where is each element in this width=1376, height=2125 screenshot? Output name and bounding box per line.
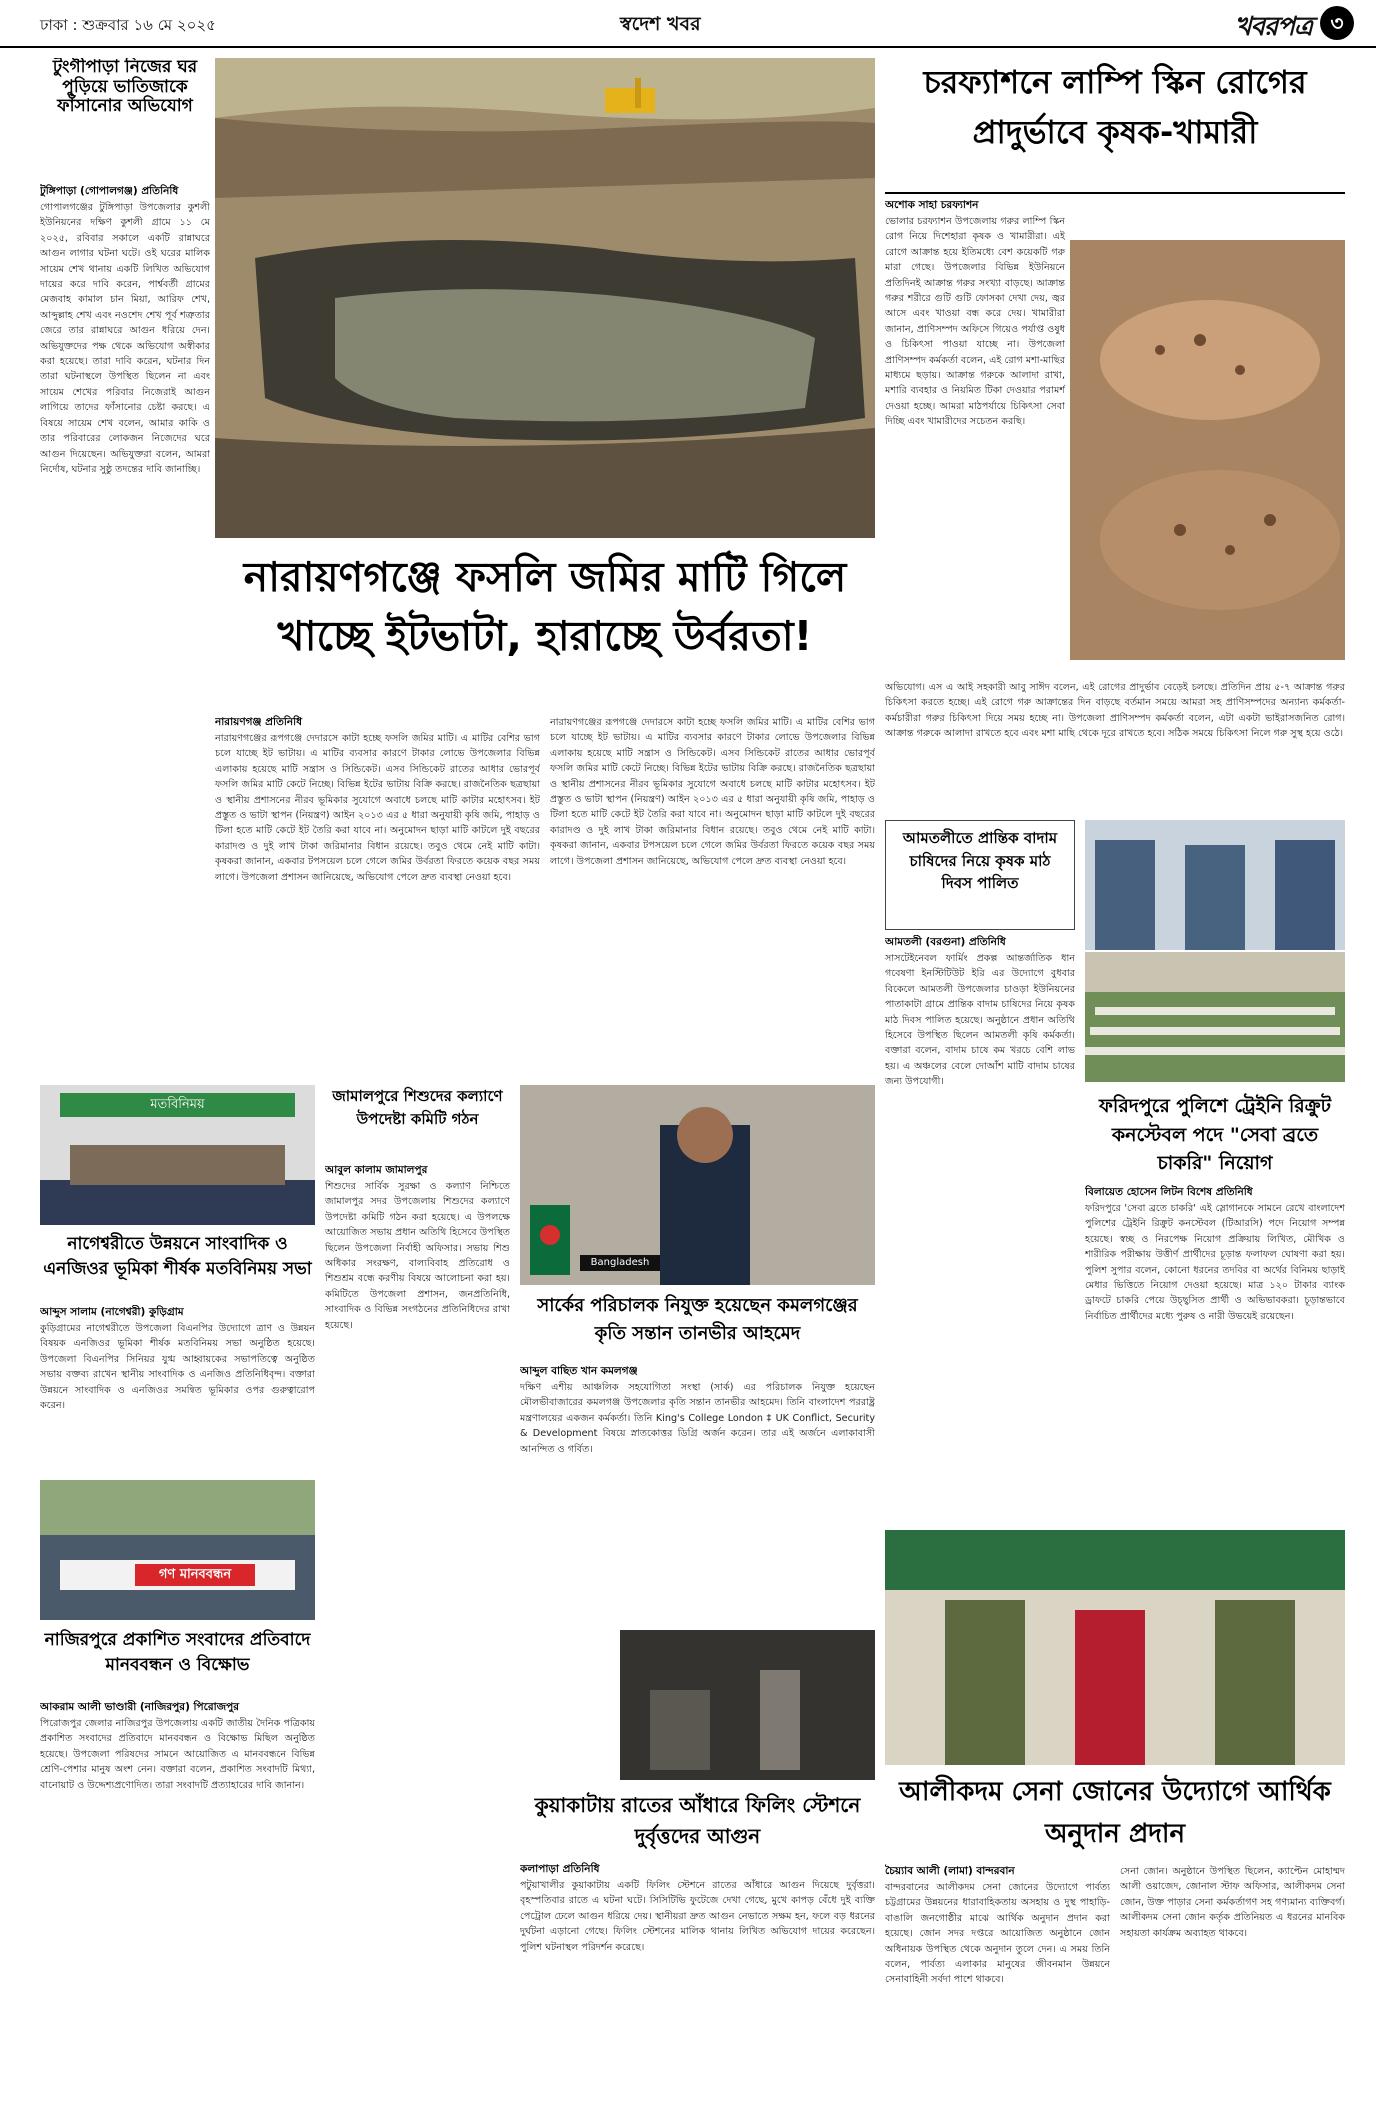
amtali-body: সাসটেইনেবল ফার্মিং প্রকল্প আন্তর্জাতিক ধান গবেষণা ইনস্টিটিউট ইরি এর উদ্যোগে বুধবার বিকেলে আমতলী উপজেলার চাওড়া ইউনিয়নের পাতাকাটা গ্রামে প্রান্তিক বাদাম চাষিদের নিয়ে কৃষক মাঠ দিবস পালিত হয়েছে। অনুষ্ঠানে প্রধান অতিথি হিসেবে উপস্থিত ছিলেন আমতলী কৃষি কর্মকর্তা। বক্তারা বলেন, বাদাম চাষে কম খরচে বেশি লাভ হয়। এ অঞ্চলের বেলে দোআঁশ মাটি বাদাম চাষের জন্য উপযোগী।: [885, 953, 1075, 1088]
recruits-photo: [1085, 952, 1345, 1082]
narayanganj-body-col2: নারায়ণগঞ্জের রূপগঞ্জে দেদারসে কাটা হচ্ছে ফসলি জমির মাটি। এ মাটির বেশির ভাগ চলে যাচ্ছে ইট ভাটায়। এ মাটির ব্যবসার কারণে টাকার লোভে উপজেলার বিভিন্ন এলাকায় হয়েছে মাটি সন্ত্রাস ও সিন্ডিকেট। এসব সিন্ডিকেট রাতের আধার ভোরপূর্ব ফসলি জমির মাটি কেটে নিচ্ছে। বিভিন্ন ইটের ভাটায় বিক্রি করছে। রাজনৈতিক ছত্রছায়া ও স্থানীয় প্রশাসনের নীরব ভূমিকার সুযোগে অবাধে চলছে মাটি কাটার মহোৎসব। ইট প্রস্তুত ও ভাটা স্থাপন (নিয়ন্ত্রণ) আইন ২০১৩ এর ৫ ধারা অনুযায়ী কৃষি জমি, পাহাড় ও টিলা হতে মাটি কেটে ইট তৈরি করা যাবে না। অনুমোদন ছাড়া মাটি কাটলে দুই বছরের কারাদণ্ড ও দুই লাখ টাকা জরিমানার বিধান রয়েছে। তবুও থেমে নেই মাটি কাটা। কৃষকরা জানান, একবার টপসয়েল চলে গেলে জমির উর্বরতা ফিরতে কয়েক বছর সময় লাগে। উপজেলা প্রশাসন জানিয়েছে, অভিযোগ পেলে দ্রুত ব্যবস্থা নেওয়া হবে।: [550, 717, 875, 867]
lumpy-headline: চরফ্যাশনে লাম্পি স্কিন রোগের প্রাদুর্ভাবে কৃষক-খামারী: [923, 63, 1307, 151]
amtali-headline-box: [885, 820, 1075, 930]
nageshwari-photo: [40, 1085, 315, 1225]
alikadam-body-continued: সেনা জোন। অনুষ্ঠানে উপস্থিত ছিলেন, ক্যাপ্টেন মোহাম্মদ আলী ওয়াজেদ, জোনাল স্টাফ অফিসার, আলীকদম সেনা জোন, উক্ত পাড়ার সেনা কর্মকর্তাগণ সহ গণ্যমান্য ব্যক্তিবর্গ। আলীকদম সেনা জোন কর্তৃক প্রতিনিয়ত এ ধরনের মানবিক সহায়তা কার্যক্রম অব্যাহত থাকবে।: [1120, 1866, 1345, 1939]
alikadam-byline: চৈয়্যাব আলী (লামা) বান্দরবান: [885, 1865, 1015, 1877]
police-award-illustration: [1085, 820, 1345, 950]
narayanganj-headline: নারায়ণগঞ্জে ফসলি জমির মাটি গিলে খাচ্ছে ইটভাটা, হারাচ্ছে উর্বরতা!: [243, 553, 847, 661]
alikadam-headline: আলীকদম সেনা জোনের উদ্যোগে আর্থিক অনুদান প্রদান: [899, 1777, 1331, 1849]
kuakata-headline: কুয়াকাটায় রাতের আঁধারে ফিলিং স্টেশনে দুর্বৃত্তদের আগুন: [534, 1793, 861, 1848]
nameplate: Bangladesh: [580, 1255, 660, 1271]
nazirpur-body: পিরোজপুর জেলার নাজিরপুর উপজেলায় একটি জাতীয় দৈনিক পত্রিকায় প্রকাশিত সংবাদের প্রতিবাদে মানববন্ধন ও বিক্ষোভ মিছিল অনুষ্ঠিত হয়েছে। উপজেলা পরিষদের সামনে আয়োজিত এ মানববন্ধনে বিভিন্ন শ্রেণি-পেশার মানুষ অংশ নেন। বক্তারা বলেন, প্রকাশিত সংবাদটি মিথ্যা, বানোয়াট ও উদ্দেশ্যপ্রণোদিত। তারা সংবাদটি প্রত্যাহারের দাবি জানান।: [40, 1718, 315, 1791]
quarry-photo: [215, 58, 875, 538]
quarry-illustration: [215, 58, 875, 538]
section-name: স্বদেশ খবর: [620, 13, 701, 35]
faridpur-headline: ফরিদপুরে পুলিশে ট্রেইনি রিক্রুট কনস্টেবল পদে "সেবা ব্রতে চাকরি" নিয়োগ: [1099, 1095, 1331, 1174]
kuakata-body: পটুয়াখালীর কুয়াকাটায় একটি ফিলিং স্টেশনে রাতের আঁধারে আগুন দিয়েছে দুর্বৃত্তরা। বৃহস্পতিবার রাতে এ ঘটনা ঘটে। সিসিটিভি ফুটেজে দেখা গেছে, মুখে কাপড় বেঁধে দুই ব্যক্তি পেট্রোল ঢেলে আগুন ধরিয়ে দেয়। স্থানীয়রা দ্রুত আগুন নেভাতে সক্ষম হন, ফলে বড় ধরনের দুর্ঘটনা এড়ানো গেছে। ফিলিং স্টেশনের মালিক থানায় লিখিত অভিযোগ দায়ের করেছেন। পুলিশ ঘটনাস্থল পরিদর্শন করেছে।: [520, 1880, 875, 1953]
jamalpur-body: শিশুদের সার্বিক সুরক্ষা ও কল্যাণ নিশ্চিতে জামালপুর সদর উপজেলায় শিশুদের কল্যাণে উপদেষ্টা কমিটি গঠন করা হয়েছে। এ উপলক্ষে আয়োজিত সভায় প্রধান অতিথি হিসেবে উপস্থিত ছিলেন উপজেলা নির্বাহী অফিসার। সভায় শিশু অধিকার সংরক্ষণ, বাল্যবিবাহ প্রতিরোধ ও শিশুশ্রম বন্ধে করণীয় বিষয়ে আলোচনা করা হয়। কমিটিতে উপজেলা প্রশাসন, জনপ্রতিনিধি, সাংবাদিক ও বিভিন্ন সংগঠনের প্রতিনিধিদের রাখা হয়েছে।: [325, 1181, 510, 1331]
cattle-photo: [1070, 240, 1345, 660]
narayanganj-body-col1: নারায়ণগঞ্জের রূপগঞ্জে দেদারসে কাটা হচ্ছে ফসলি জমির মাটি। এ মাটির বেশির ভাগ চলে যাচ্ছে ইট ভাটায়। এ মাটির ব্যবসার কারণে টাকার লোভে উপজেলার বিভিন্ন এলাকায় হয়েছে মাটি সন্ত্রাস ও সিন্ডিকেট। এসব সিন্ডিকেট রাতের আধার ভোরপূর্ব ফসলি জমির মাটি কেটে নিচ্ছে। বিভিন্ন ইটের ভাটায় বিক্রি করছে। রাজনৈতিক ছত্রছায়া ও স্থানীয় প্রশাসনের নীরব ভূমিকার সুযোগে অবাধে চলছে মাটি কাটার মহোৎসব। ইট প্রস্তুত ও ভাটা স্থাপন (নিয়ন্ত্রণ) আইন ২০১৩ এর ৫ ধারা অনুযায়ী কৃষি জমি, পাহাড় ও টিলা হতে মাটি কেটে ইট তৈরি করা যাবে না। অনুমোদন ছাড়া মাটি কাটলে দুই বছরের কারাদণ্ড ও দুই লাখ টাকা জরিমানার বিধান রয়েছে। তবুও থেমে নেই মাটি কাটা। কৃষকরা জানান, একবার টপসয়েল চলে গেলে জমির উর্বরতা ফিরতে কয়েক বছর সময় লাগে। উপজেলা প্রশাসন জানিয়েছে, অভিযোগ পেলে দ্রুত ব্যবস্থা নেওয়া হবে।: [215, 733, 540, 883]
tungipara-headline: টুংগীপাড়া নিজের ঘর পুড়িয়ে ভাতিজাকে ফাঁসানোর অভিযোগ: [52, 58, 198, 117]
nazirpur-banner: গণ মানববন্ধন: [135, 1564, 255, 1586]
issue-date: ঢাকা : শুক্রবার ১৬ মে ২০২৫: [40, 16, 216, 34]
amtali-byline: আমতলী (বরগুনা) প্রতিনিধি: [885, 936, 1006, 948]
kamalganj-body: দক্ষিণ এশীয় আঞ্চলিক সহযোগিতা সংস্থা (সার্ক) এর পরিচালক নিযুক্ত হয়েছেন মৌলভীবাজারের কমলগঞ্জ উপজেলার কৃতি সন্তান তানভীর আহমেদ। তিনি বাংলাদেশ পররাষ্ট্র মন্ত্রণালয়ের একজন কর্মকর্তা। তিনি King's College London ‡ UK Conflict, Security & Development বিষয়ে স্নাতকোত্তর ডিগ্রি অর্জন করেন। তার এই অর্জনে এলাকাবাসী আনন্দিত ও গর্বিত।: [520, 1382, 875, 1455]
nageshwari-body: কুড়িগ্রামের নাগেশ্বরীতে উপজেলা বিএনপির উদ্যোগে ত্রাণ ও উন্নয়ন বিষয়ক এনজিওর ভূমিকা শীর্ষক মতবিনিময় সভা অনুষ্ঠিত হয়েছে। উপজেলা বিএনপির সিনিয়র যুগ্ম আহ্বায়কের সভাপতিত্বে অনুষ্ঠিত সভায় বক্তব্য রাখেন স্থানীয় সাংবাদিক ও এনজিও প্রতিনিধিবৃন্দ। বক্তারা উন্নয়নে সাংবাদিক ও এনজিওর সমন্বিত ভূমিকার ওপর গুরুত্বারোপ করেন।: [40, 1323, 315, 1412]
recruits-illustration: [1085, 952, 1345, 1082]
narayanganj-byline: নারায়ণগঞ্জ প্রতিনিধি: [215, 716, 303, 728]
faridpur-body: ফরিদপুরে 'সেবা ব্রতে চাকরি' এই স্লোগানকে সামনে রেখে বাংলাদেশ পুলিশের ট্রেইনি রিক্রুট কনস্টেবল (টিআরসি) পদে নিয়োগ সম্পন্ন হয়েছে। স্বচ্ছ ও নিরপেক্ষ নিয়োগ প্রক্রিয়ায় লিখিত, মৌখিক ও শারীরিক পরীক্ষায় উত্তীর্ণ প্রার্থীদের চূড়ান্ত ফলাফল ঘোষণা করা হয়। পুলিশ সুপার বলেন, কোনো ধরনের তদবির বা অর্থের বিনিময় ছাড়াই মেধার ভিত্তিতে নিয়োগ দেওয়া হয়েছে। মাত্র ১২০ টাকার ব্যাংক ড্রাফটে চাকরি পেয়ে উচ্ছ্বসিত প্রার্থী ও অভিভাবকরা। চূড়ান্তভাবে নির্বাচিত প্রার্থীদের মধ্যে পুরুষ ও নারী উভয়েই রয়েছেন।: [1085, 1203, 1345, 1322]
nageshwari-banner: মতবিনিময়: [60, 1093, 295, 1117]
lumpy-byline: অশোক সাহা চরফ্যাশন: [885, 199, 979, 211]
amtali-headline: আমতলীতে প্রান্তিক বাদাম চাষিদের নিয়ে কৃষক মাঠ দিবস পালিত: [902, 829, 1058, 892]
kamalganj-headline: সার্কের পরিচালক নিযুক্ত হয়েছেন কমলগঞ্জের কৃতি সন্তান তানভীর আহমেদ: [537, 1295, 858, 1344]
faridpur-byline: বিলায়েত হোসেন লিটন বিশেষ প্রতিনিধি: [1085, 1186, 1253, 1198]
page-header: [0, 0, 1376, 48]
nageshwari-byline: আব্দুস সালাম (নাগেশ্বরী) কুড়িগ্রাম: [40, 1306, 184, 1318]
tanvir-photo: [520, 1085, 875, 1285]
kamalganj-byline: আব্দুল বাছিত খান কমলগঞ্জ: [520, 1365, 638, 1377]
lumpy-body-continued: অভিযোগ। এস এ আই সহকারী আবু সাঈদ বলেন, এই রোগের প্রাদুর্ভাব বেড়েই চলছে। প্রতিদিন প্রায় ৫-৭ আক্রান্ত গরুর চিকিৎসা করতে হচ্ছে। এই রোগে গরু আক্রান্তের দিন বাড়ছে বর্তমান সময়ে আমরা সহ প্রাণিসম্পদের অন্যান্য কর্মকর্তা-কর্মচারীরা গরুর চিকিৎসা দিয়ে সময় হচ্ছে না। উপজেলা প্রাণিসম্পদ কর্মকর্তা বলেন, এটা একটা ভাইরাসজনিত রোগ। আক্রান্ত গরুকে আলাদা রাখতে হবে এবং মশা মাছি থেকে দূরে রাখতে হবে। সঠিক সময়ে চিকিৎসা নিলে গরু সুস্থ হয়ে ওঠে।: [885, 682, 1345, 740]
masthead-logo: খবরপত্র: [1234, 12, 1312, 42]
kuakata-byline: কলাপাড়া প্রতিনিধি: [520, 1863, 600, 1875]
alikadam-body: বান্দরবানের আলীকদম সেনা জোনের উদ্যোগে পার্বত্য চট্টগ্রামের উন্নয়নের ধারাবাহিকতায় অসহায় ও দুস্থ পাহাড়ি-বাঙালি জনগোষ্ঠীর মাঝে আর্থিক অনুদান প্রদান করা হয়েছে। জোন সদর দপ্তরে আয়োজিত অনুষ্ঠানে জোন অধিনায়ক উপস্থিত থেকে অনুদান তুলে দেন। এ সময় তিনি বলেন, পার্বত্য এলাকার মানুষের জীবনমান উন্নয়নে সেনাবাহিনী সর্বদা পাশে থাকবে।: [885, 1882, 1110, 1986]
jamalpur-byline: আবুল কালাম জামালপুর: [325, 1164, 428, 1176]
tungipara-body: গোপালগঞ্জের টুঙ্গিপাড়া উপজেলার কুশলী ইউনিয়নের দক্ষিণ কুশলী গ্রামে ১১ মে ২০২৫, রবিবার সকালে একটি রান্নাঘরে আগুন লাগার ঘটনা ঘটে। ওই ঘরের মালিক সায়েম শেখ থানায় একটি লিখিত অভিযোগ দায়ের করে দাবি করেন, পার্শ্ববর্তী গ্রামের মেজবাহ কামাল চান মিয়া, আরিফ শেখ, আব্দুল্লাহ শেখ এবং নওশেদ শেখ পূর্ব শত্রুতার জেরে তার রান্নাঘরে আগুন ধরিয়ে দেন। অভিযুক্তদের পক্ষ থেকে অভিযোগ অস্বীকার করা হয়েছে। তারা দাবি করেন, ঘটনার দিন তারা ঘটনাস্থলে উপস্থিত ছিলেন না এবং সায়েম শেখের পরিবার নিজেরাই আগুন লাগিয়ে তাদের ফাঁসানোর চেষ্টা করছে। এ বিষয়ে সায়েম শেখ বলেন, আমার কাকি ও তার পরিবারের লোকজন নিজেদের ঘরে আগুন দিয়েছেন। অভিযুক্তরা বলেন, আমরা নির্দোষ, ঘটনার সুষ্ঠু তদন্তের দাবি জানাচ্ছি।: [40, 202, 210, 475]
official-illustration: [520, 1085, 875, 1285]
divider: [885, 192, 1345, 194]
cattle-illustration: [1070, 240, 1345, 660]
nageshwari-headline: নাগেশ্বরীতে উন্নয়নে সাংবাদিক ও এনজিওর ভূমিকা শীর্ষক মতবিনিময় সভা: [43, 1234, 312, 1279]
lumpy-body: ভোলার চরফ্যাশন উপজেলায় গরুর লাম্পি স্কিন রোগ নিয়ে দিশেহারা কৃষক ও খামারীরা। এই রোগে আক্রান্ত হয়ে ইতিমধ্যে বেশ কয়েকটি গরু মারা গেছে। উপজেলার বিভিন্ন ইউনিয়নে প্রতিদিনই আক্রান্ত গরুর সংখ্যা বাড়ছে। আক্রান্ত গরুর শরীরে গুটি গুটি ফোসকা দেখা দেয়, জ্বর আসে এবং খাওয়া বন্ধ করে দেয়। খামারীরা জানান, প্রাণিসম্পদ অফিসে গিয়েও পর্যাপ্ত ওষুধ ও চিকিৎসা পাওয়া যাচ্ছে না। উপজেলা প্রাণিসম্পদ কর্মকর্তা বলেন, এই রোগ মশা-মাছির মাধ্যমে ছড়ায়। আক্রান্ত গরুকে আলাদা রাখা, মশারি ব্যবহার ও নিয়মিত টিকা দেওয়ার পরামর্শ দেওয়া হচ্ছে। আমরা মাঠপর্যায়ে চিকিৎসা সেবা দিচ্ছি এবং খামারীদের সচেতন করছি।: [885, 216, 1065, 428]
jamalpur-headline: জামালপুরে শিশুদের কল্যাণে উপদেষ্টা কমিটি গঠন: [332, 1087, 503, 1128]
army-illustration: [885, 1530, 1345, 1765]
police-award-photo: [1085, 820, 1345, 950]
page-number: ৩: [1320, 6, 1354, 40]
cctv-photo: [620, 1630, 875, 1780]
tungipara-byline: টুঙ্গিপাড়া (গোপালগঞ্জ) প্রতিনিধি: [40, 185, 179, 197]
meeting-illustration: [40, 1085, 315, 1225]
nazirpur-photo: [40, 1480, 315, 1620]
cctv-illustration: [620, 1630, 875, 1780]
nazirpur-headline: নাজিরপুরে প্রকাশিত সংবাদের প্রতিবাদে মানববন্ধন ও বিক্ষোভ: [44, 1630, 311, 1675]
alikadam-photo: [885, 1530, 1345, 1765]
rally-illustration: [40, 1480, 315, 1620]
nazirpur-byline: আকরাম আলী ভাণ্ডারী (নাজিরপুর) পিরোজপুর: [40, 1701, 239, 1713]
